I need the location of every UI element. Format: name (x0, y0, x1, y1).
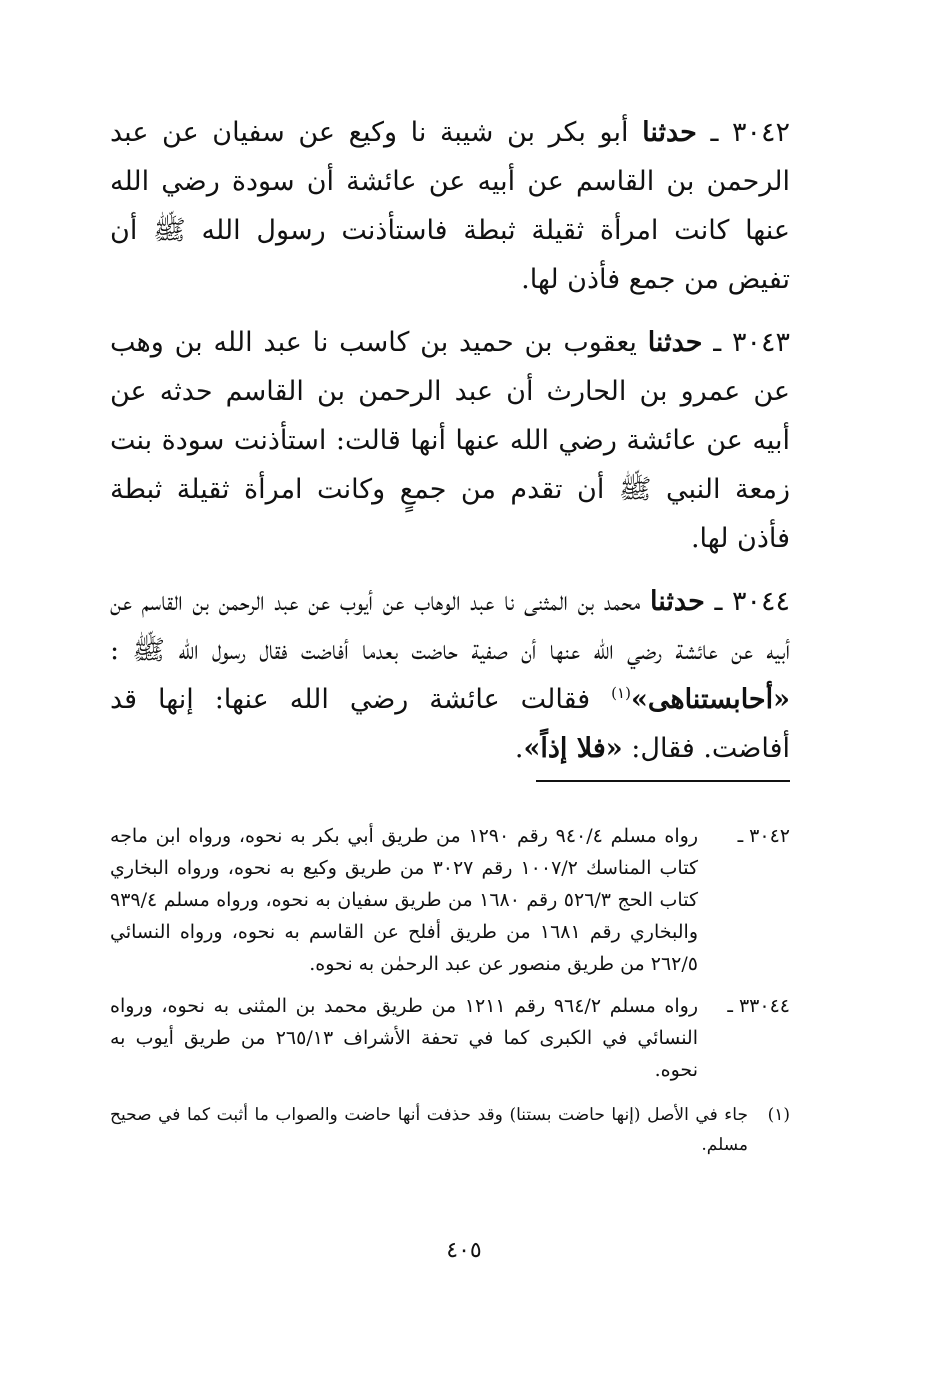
footnote-text: جاء في الأصل (إنها حاضت بستنا) وقد حذفت أنها حاضت والصواب ما أثبت كما في صحيح مسلم. (110, 1105, 748, 1155)
hadith-quote: «أحابستناهى» (630, 684, 790, 715)
page-number: ٤٠٥ (446, 1238, 482, 1263)
note-text: رواه مسلم ٩٦٤/٢ رقم ١٢١١ من طريق محمد بن المثنى به نحوه، ورواه النسائي في الكبرى كما في تحفة الأشراف ٢٦٥/١٣ من طريق أيوب به نحوه. (110, 995, 698, 1081)
note-3044 (110, 990, 790, 1086)
note-text: رواه مسلم ٩٤٠/٤ رقم ١٢٩٠ من طريق أبي بكر به نحوه، ورواه ابن ماجه كتاب المناسك ١٠٠٧/٢ رقم ٣٠٢٧ من طريق وكيع به نحوه، ورواه البخاري كتاب الحج ٥٢٦/٣ رقم ١٦٨٠ من طريق سفيان به نحوه، ورواه مسلم ٩٣٩/٤ والبخاري رقم ١٦٨١ من طريق أفلح عن القاسم به نحوه، ورواه النسائي ٢٦٢/٥ من طريق منصور عن عبد الرحمٰن به نحوه. (110, 825, 698, 975)
hadith-3044 (110, 577, 790, 773)
hadith-3043 (110, 318, 790, 563)
note-number: ٣٠٤٢ ـ (737, 825, 790, 847)
hadith-text-continued: فقالت عائشة رضي الله عنها: إنها قد أفاضت. فقال: (110, 684, 790, 764)
hadith-3042 (110, 108, 790, 304)
hadith-keyword: حدثنا (642, 117, 697, 148)
footnote-number: (١) (767, 1105, 790, 1125)
footnote-separator (536, 780, 790, 782)
hadith-keyword: حدثنا (647, 327, 703, 358)
note-number: ٣٣٠٤٤ ـ (727, 995, 790, 1017)
hadith-number: ٣٠٤٤ ـ (714, 586, 791, 617)
hadith-keyword: حدثنا (650, 586, 705, 617)
hadith-text: يعقوب بن حميد بن كاسب نا عبد الله بن وهب عن عمرو بن الحارث أن عبد الرحمن بن القاسم حدثه عن أبيه عن عائشة رضي الله عنها أنها قالت: استأذنت سودة بنت زمعة النبي ﷺ أن تقدم من جمعٍ وكانت امرأة ثقيلة ثبطة فأذن لها. (110, 327, 791, 554)
hadith-text: محمد بن المثنى نا عبد الوهاب عن أيوب عن عبد الرحمن بن القاسم عن أبيه عن عائشة رضي الله عنها أن صفية حاضت بعدما أفاضت فقال رسول الله ﷺ : (110, 586, 790, 666)
hadith-number: ٣٠٤٣ ـ (713, 327, 791, 358)
note-3042 (110, 820, 790, 980)
main-text (110, 108, 790, 773)
hadith-number: ٣٠٤٢ ـ (710, 117, 791, 148)
hadith-quote: «فلا إذاً» (523, 733, 623, 764)
hadith-text: أبو بكر بن شيبة نا وكيع عن سفيان عن عبد الرحمن بن القاسم عن أبيه عن عائشة أن سودة رضي الله عنها كانت امرأة ثقيلة ثبطة فاستأذنت رسول الله ﷺ أن تفيض من جمع فأذن لها. (110, 117, 790, 295)
footnote-1 (110, 1100, 790, 1160)
notes-section (110, 820, 790, 1170)
footnote-reference[interactable]: (١) (611, 684, 631, 702)
hadith-end-mark: . (514, 733, 524, 764)
